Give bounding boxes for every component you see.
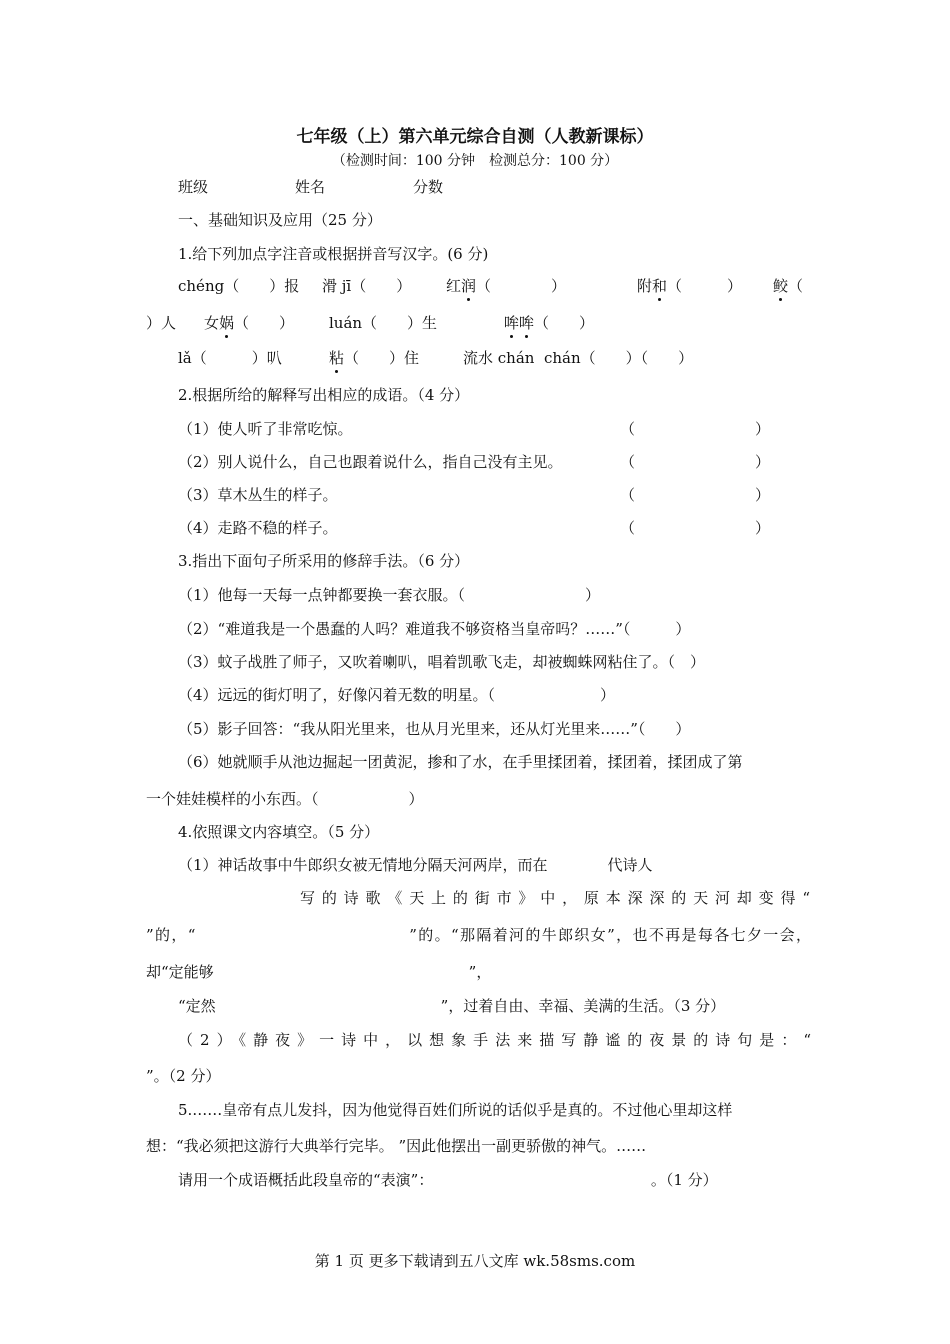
q1-item-hongrun	[446, 277, 566, 295]
q3-item-1: （1）他每一天每一点钟都要换一套衣服。（ ）	[178, 586, 601, 604]
q1-text: （ ）	[534, 314, 595, 332]
q2-answer-blank: （ ）	[620, 453, 771, 471]
q1-item-jiaoren: ）人	[146, 314, 177, 332]
q1-dotted-char: 润	[461, 277, 477, 295]
q5-line-3: 请用一个成语概括此段皇帝的“表演”： 。（1 分）	[178, 1171, 718, 1189]
question-4-prompt: 4.依照课文内容填空。（5 分）	[178, 823, 380, 841]
q3-item-3: （3）蚊子战胜了师子，又吹着喇叭，唱着凯歌飞走，却被蜘蛛网粘住了。（ ）	[178, 653, 706, 671]
q1-text: （	[788, 277, 804, 295]
class-label: 班级	[178, 178, 209, 196]
q1-dotted-char: 哞	[519, 314, 535, 332]
q1-dotted-char: 娲	[219, 314, 235, 332]
q2-item-2: （2）别人说什么，自己也跟着说什么，指自己没有主见。	[178, 453, 563, 471]
name-label: 姓名	[295, 178, 326, 196]
q1-text: （ ）	[667, 277, 743, 295]
q1-item-cheng: chéng（ ）报	[178, 277, 300, 295]
q1-item-jiao	[773, 277, 803, 295]
q4-part1-line-2: 写的诗歌《天上的街市》中，原本深深的天河却变得“	[300, 889, 810, 907]
q4-part2-line-1: （2）《静夜》一诗中，以想象手法来描写静谧的夜景的诗句是：“	[178, 1031, 811, 1049]
q2-answer-blank: （ ）	[620, 420, 771, 438]
q4-part1-line-1: （1）神话故事中牛郎织女被无情地分隔天河两岸，而在 代诗人	[178, 856, 653, 874]
q1-text: （ ）住	[344, 349, 420, 367]
q1-item-moumou	[504, 314, 594, 332]
q1-text: （ ）	[476, 277, 567, 295]
q1-item-fuhe	[637, 277, 742, 295]
q2-answer-blank: （ ）	[620, 486, 771, 504]
q1-dotted-char: 和	[652, 277, 668, 295]
q1-item-huaji: 滑 jī（ ）	[322, 277, 412, 295]
question-3-prompt: 3.指出下面句子所采用的修辞手法。（6 分）	[178, 552, 470, 570]
q5-line-1: 5.……皇帝有点儿发抖，因为他觉得百姓们所说的话似乎是真的。不过他心里却这样	[178, 1101, 733, 1119]
q4-part1-line-5: “定然 ”，过着自由、幸福、美满的生活。（3 分）	[178, 997, 726, 1015]
q4-part1-line-4: 却“定能够 ”，	[146, 963, 492, 981]
q1-item-laba: lǎ（ ）叭	[178, 349, 282, 367]
q1-text: 女	[204, 314, 220, 332]
q1-item-nianzhu	[329, 349, 419, 367]
q2-item-1: （1）使人听了非常吃惊。	[178, 420, 353, 438]
q1-text: 附	[637, 277, 653, 295]
q1-dotted-char: 鲛	[773, 277, 789, 295]
q1-dotted-char: 粘	[329, 349, 345, 367]
q2-item-4: （4）走路不稳的样子。	[178, 519, 338, 537]
q1-text: （ ）	[234, 314, 295, 332]
q3-item-2: （2）“难道我是一个愚蠢的人吗？难道我不够资格当皇帝吗？……”（ ）	[178, 620, 691, 638]
q5-line-2: 想：“我必须把这游行大典举行完毕。 ”因此他摆出一副更骄傲的神气。……	[146, 1137, 647, 1155]
q3-item-6-line-1: （6）她就顺手从池边掘起一团黄泥，掺和了水，在手里揉团着，揉团着，揉团成了第	[178, 753, 743, 771]
page-footer: 第 1 页 更多下载请到五八文库 wk.58sms.com	[314, 1252, 636, 1270]
q3-item-4: （4）远远的街灯明了，好像闪着无数的明星。（ ）	[178, 686, 616, 704]
q3-item-5: （5）影子回答：“我从阳光里来，也从月光里来，还从灯光里来……”（ ）	[178, 720, 691, 738]
q1-text: 红	[446, 277, 462, 295]
page-title: 七年级（上）第六单元综合自测（人教新课标）	[296, 127, 654, 147]
q1-item-nvwa	[204, 314, 294, 332]
question-2-prompt: 2.根据所给的解释写出相应的成语。（4 分）	[178, 386, 470, 404]
q2-answer-blank: （ ）	[620, 519, 771, 537]
q1-item-chanchan: 流水 chán chán（ ）（ ）	[463, 349, 694, 367]
exam-subtitle: （检测时间：100 分钟 检测总分：100 分）	[331, 153, 619, 169]
section-heading: 一、基础知识及应用（25 分）	[178, 211, 382, 229]
q1-dotted-char: 哞	[504, 314, 520, 332]
score-label: 分数	[413, 178, 444, 196]
q1-item-luansheng: luán（ ）生	[329, 314, 438, 332]
q4-part2-line-2: ”。（2 分）	[146, 1067, 221, 1085]
q3-item-6-line-2: 一个娃娃模样的小东西。（ ）	[146, 790, 424, 808]
question-1-prompt: 1.给下列加点字注音或根据拼音写汉字。(6 分)	[178, 245, 489, 263]
q2-item-3: （3）草木丛生的样子。	[178, 486, 338, 504]
q4-part1-line-3: ”的，“ ”的。“那隔着河的牛郎织女”，也不再是每各七夕一会，	[146, 926, 811, 944]
